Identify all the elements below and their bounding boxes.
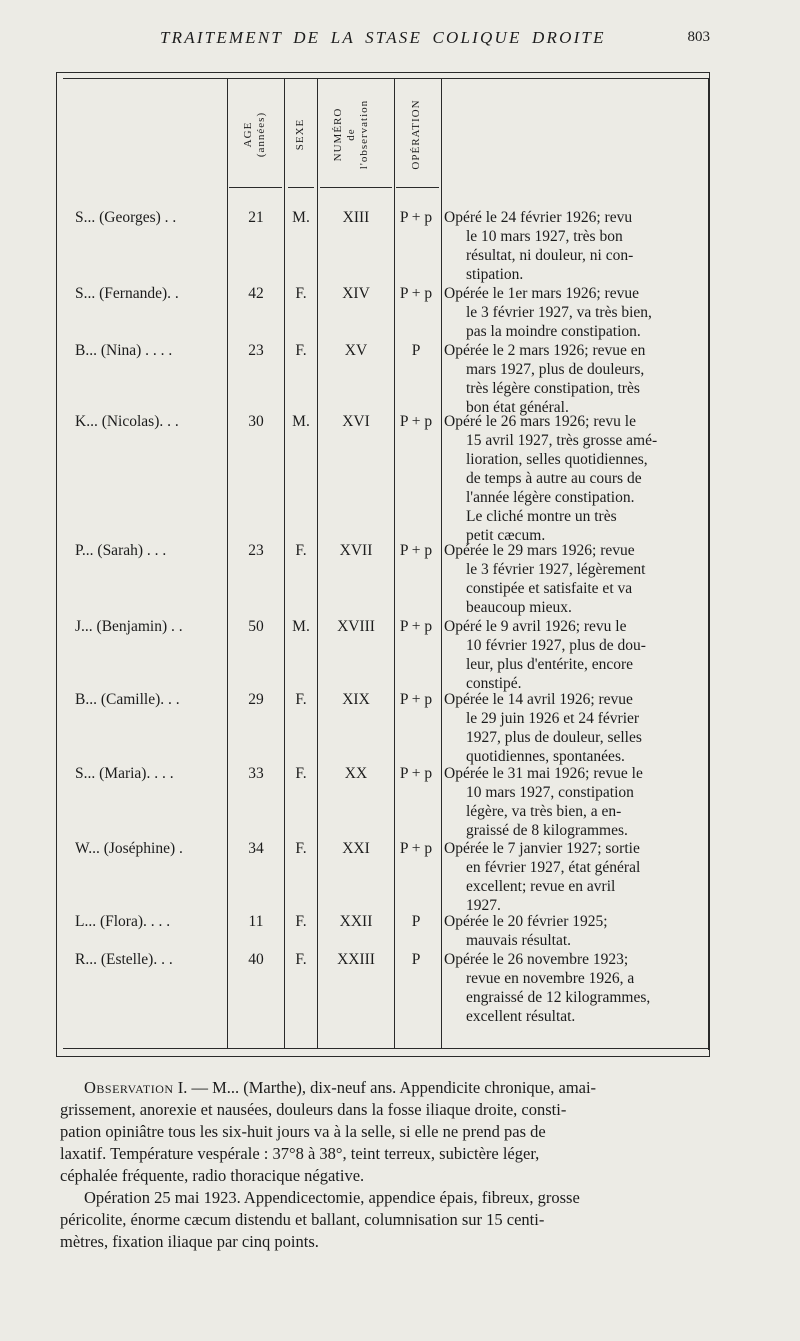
patient-name: B... (Nina) . . . . [75,342,173,359]
result-cell: Opérée le 1er mars 1926; revue le 3 février 1927, va très bien, pas la moindre constipation. [444,285,652,340]
observation-number-cell: XIII [342,209,370,226]
result-cell: Opérée le 29 mars 1926; revue le 3 février 1927, légèrement constipée et satisfaite et va beaucoup mieux. [444,542,646,616]
result-cell: Opéré le 24 février 1926; revu le 10 mars 1927, très bon résultat, ni douleur, ni con- stipation. [444,209,634,283]
observation-number-cell: XIX [342,691,370,708]
observation-number-cell: XVI [342,413,370,430]
observation-number-cell: XX [344,765,368,782]
observation-number-cell: XXIII [337,951,375,968]
operation-cell: P + p [399,209,433,226]
page-number: 803 [687,29,710,45]
result-cell: Opérée le 31 mai 1926; revue le 10 mars 1927, constipation légère, va très bien, a en- graissé de 8 kilogrammes. [444,765,643,839]
paragraph-line: laxatif. Température vespérale : 37°8 à 38°, teint terreux, subictère léger, [60,1144,540,1163]
sex-cell: F. [295,285,307,302]
sex-cell: F. [295,913,307,930]
sex-cell: M. [292,413,310,430]
age-cell: 30 [248,413,264,430]
observation-label: Observation [84,1078,174,1097]
paragraph-line: grissement, anorexie et nausées, douleurs dans la fosse iliaque droite, consti- [60,1100,567,1119]
observation-number-cell: XVIII [337,618,375,635]
age-cell: 21 [248,209,264,226]
column-header-numero: NUMÉRO de l'observation [332,99,370,170]
header-rule [288,187,314,188]
age-cell: 23 [248,342,264,359]
paragraph-line: céphalée fréquente, radio thoracique négative. [60,1166,365,1185]
operation-cell: P [411,951,421,968]
paragraph-line: péricolite, énorme cæcum distendu et ballant, columnisation sur 15 centi- [60,1210,545,1229]
result-cell: Opérée le 26 novembre 1923; revue en novembre 1926, a engraissé de 12 kilogrammes, excellent résultat. [444,951,651,1025]
sex-cell: F. [295,542,307,559]
patient-name: S... (Maria). . . . [75,765,174,782]
age-cell: 11 [248,913,264,930]
result-cell: Opérée le 14 avril 1926; revue le 29 juin 1926 et 24 février 1927, plus de douleur, selles quotidiennes, spontanées. [444,691,642,765]
patient-name: J... (Benjamin) . . [75,618,183,635]
sex-cell: F. [295,951,307,968]
age-cell: 33 [248,765,264,782]
operation-cell: P + p [399,618,433,635]
header-rule [229,187,282,188]
patient-name: R... (Estelle). . . [75,951,173,968]
paragraph-line: mètres, fixation iliaque par cinq points. [60,1232,319,1251]
observation-lead: I. — M... (Marthe), dix-neuf ans. Appendicite chronique, amai- [177,1078,597,1097]
patient-name: L... (Flora). . . . [75,913,171,930]
operation-cell: P + p [399,413,433,430]
age-cell: 29 [248,691,264,708]
column-header-operation: OPÉRATION [410,99,422,170]
column-header-sexe: SEXE [294,118,306,151]
age-cell: 40 [248,951,264,968]
sex-cell: F. [295,840,307,857]
table-bottom-rule [63,1048,708,1049]
observation-number-cell: XV [344,342,368,359]
paragraph-line: Opération 25 mai 1923. Appendicectomie, appendice épais, fibreux, grosse [84,1188,580,1207]
result-cell: Opéré le 26 mars 1926; revu le 15 avril 1927, très grosse amé- lioration, selles quotidiennes, de temps à autre au cours de l'année légère constipation. Le cliché montre un très petit cæcum. [444,413,658,544]
sex-cell: F. [295,691,307,708]
patient-name: S... (Fernande). . [75,285,179,302]
operation-cell: P [411,913,421,930]
operation-cell: P [411,342,421,359]
sex-cell: M. [292,209,310,226]
header-rule [396,187,439,188]
operation-paragraph [60,1187,712,1253]
operation-cell: P + p [399,691,433,708]
observation-number-cell: XVII [339,542,373,559]
patient-name: P... (Sarah) . . . [75,542,167,559]
operation-cell: P + p [399,840,433,857]
page-header [0,28,800,54]
result-cell: Opéré le 9 avril 1926; revu le 10 février 1927, plus de dou- leur, plus d'entérite, encore constipé. [444,618,646,692]
age-cell: 34 [248,840,264,857]
sex-cell: M. [292,618,310,635]
patient-name: S... (Georges) . . [75,209,177,226]
column-header-age: AGE (années) [242,111,267,158]
patient-name: K... (Nicolas). . . [75,413,179,430]
age-cell: 42 [248,285,264,302]
patient-name: W... (Joséphine) . [75,840,183,857]
age-cell: 23 [248,542,264,559]
operation-cell: P + p [399,285,433,302]
result-cell: Opérée le 2 mars 1926; revue en mars 1927, plus de douleurs, très légère constipation, très bon état général. [444,342,646,416]
paragraph-line: pation opiniâtre tous les six-huit jours va à la selle, si elle ne prend pas de [60,1122,546,1141]
observation-number-cell: XXI [342,840,370,857]
age-cell: 50 [248,618,264,635]
sex-cell: F. [295,765,307,782]
result-cell: Opérée le 20 février 1925; mauvais résultat. [444,913,608,949]
patient-name: B... (Camille). . . [75,691,180,708]
result-cell: Opérée le 7 janvier 1927; sortie en février 1927, état général excellent; revue en avril 1927. [444,840,641,914]
observation-number-cell: XIV [342,285,370,302]
running-title: TRAITEMENT DE LA STASE COLIQUE DROITE [160,28,606,47]
observation-paragraph [60,1077,712,1187]
operation-cell: P + p [399,542,433,559]
observation-number-cell: XXII [339,913,373,930]
operation-cell: P + p [399,765,433,782]
header-rule [320,187,392,188]
sex-cell: F. [295,342,307,359]
